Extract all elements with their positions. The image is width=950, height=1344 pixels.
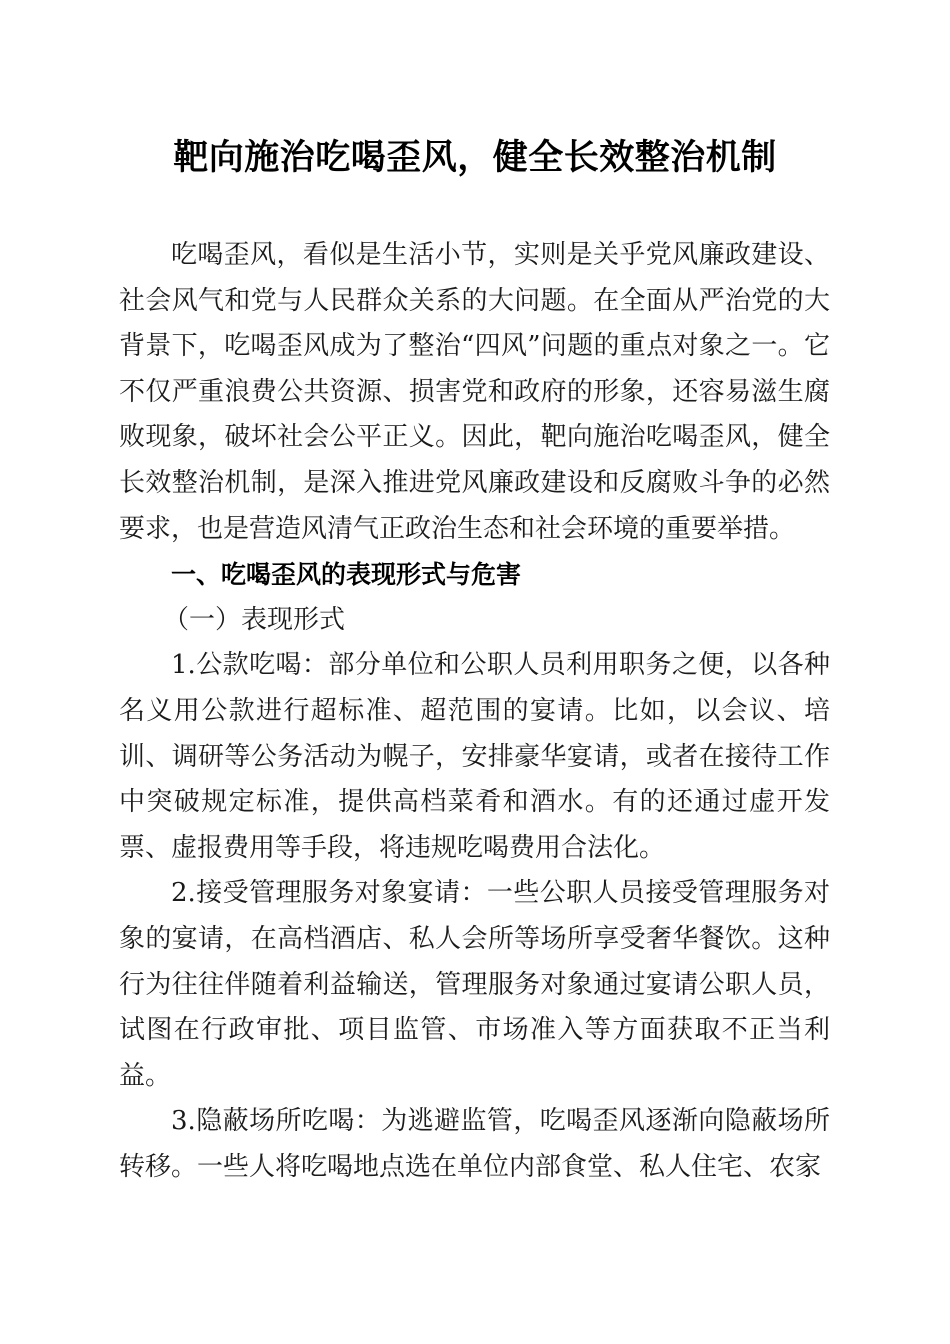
document-body xyxy=(119,233,830,1190)
subsection-heading: （一）表现形式 xyxy=(163,604,346,635)
list-item: 2.接受管理服务对象宴请：一些公职人员接受管理服务对象的宴请，在高档酒店、私人会所等场所享受奢华餐饮。这种行为往往伴随着利益输送，管理服务对象通过宴请公职人员，试图在行政审批、项目监管、市场准入等方面获取不正当利益。 xyxy=(119,878,830,1091)
intro-paragraph: 吃喝歪风，看似是生活小节，实则是关乎党风廉政建设、社会风气和党与人民群众关系的大问题。在全面从严治党的大背景下，吃喝歪风成为了整治“四风”问题的重点对象之一。它不仅严重浪费公共资源、损害党和政府的形象，还容易滋生腐败现象，破坏社会公平正义。因此，靶向施治吃喝歪风，健全长效整治机制，是深入推进党风廉政建设和反腐败斗争的必然要求，也是营造风清气正政治生态和社会环境的重要举措。 xyxy=(119,240,830,544)
section-heading: 一、吃喝歪风的表现形式与危害 xyxy=(171,560,522,590)
document-title: 靶向施治吃喝歪风，健全长效整治机制 xyxy=(173,137,777,178)
list-item: 1.公款吃喝：部分单位和公职人员利用职务之便，以各种名义用公款进行超标准、超范围的宴请。比如，以会议、培训、调研等公务活动为幌子，安排豪华宴请，或者在接待工作中突破规定标准，提供高档菜肴和酒水。有的还通过虚开发票、虚报费用等手段，将违规吃喝费用合法化。 xyxy=(119,650,830,863)
list-item: 3.隐蔽场所吃喝：为逃避监管，吃喝歪风逐渐向隐蔽场所转移。一些人将吃喝地点选在单位内部食堂、私人住宅、农家 xyxy=(119,1106,830,1182)
